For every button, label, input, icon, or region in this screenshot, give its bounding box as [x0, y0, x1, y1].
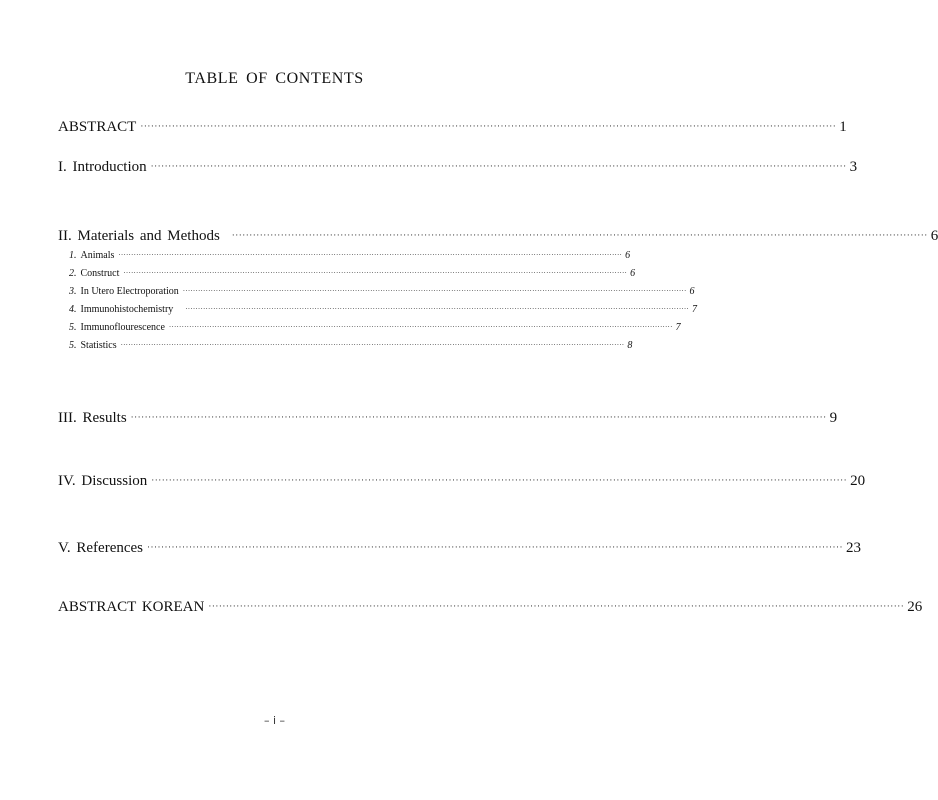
- toc-entry-label: II. Materials and Methods: [58, 228, 220, 244]
- toc-dot-leader: ·······································································································································································································: [185, 305, 689, 313]
- toc-entry-label: ABSTRACT KOREAN: [58, 599, 205, 615]
- toc-subentry-page: 6: [689, 286, 695, 297]
- toc-subentry-animals[interactable]: [69, 250, 631, 261]
- toc-entry-abstract[interactable]: [58, 119, 847, 136]
- toc-entry-label: V. References: [58, 540, 144, 556]
- toc-subentry-number: 5.: [69, 322, 77, 333]
- toc-subentry-label: Animals: [80, 250, 115, 261]
- toc-subentry-page: 6: [630, 268, 636, 279]
- toc-subentry-in-utero-electroporation[interactable]: [69, 286, 695, 297]
- toc-subentry-number: 1.: [69, 250, 77, 261]
- toc-entry-page: 9: [829, 410, 838, 426]
- toc-subentry-page: 6: [625, 250, 631, 261]
- toc-subentry-page: 7: [675, 322, 681, 333]
- toc-entry-label: ABSTRACT: [58, 119, 137, 135]
- toc-entry-page: 23: [845, 540, 861, 556]
- toc-subentry-statistics[interactable]: [69, 340, 633, 351]
- toc-entry-references[interactable]: [58, 540, 861, 557]
- toc-subentry-number: 4.: [69, 304, 77, 315]
- toc-entry-page: 6: [930, 228, 938, 244]
- toc-entry-label: I. Introduction: [58, 159, 147, 175]
- toc-entry-materials-methods[interactable]: [58, 228, 938, 245]
- page-number-footer: – i –: [263, 714, 286, 727]
- toc-subentry-label: Construct: [80, 268, 120, 279]
- toc-dot-leader: ·······································································································································································································: [140, 121, 837, 131]
- toc-entry-page: 1: [839, 119, 847, 135]
- toc-subentry-label: Immunohistochemistry: [80, 304, 174, 315]
- toc-subentry-page: 7: [691, 304, 697, 315]
- toc-entry-abstract-korean[interactable]: [58, 599, 923, 616]
- toc-entry-label: IV. Discussion: [58, 473, 148, 489]
- toc-entry-discussion[interactable]: [58, 473, 866, 490]
- page-title: TABLE OF CONTENTS: [185, 70, 364, 87]
- toc-subentry-number: 2.: [69, 268, 77, 279]
- toc-dot-leader: ·······································································································································································································: [130, 412, 827, 422]
- toc-subentry-construct[interactable]: [69, 268, 636, 279]
- toc-dot-leader: ·······································································································································································································: [123, 269, 628, 277]
- toc-entry-introduction[interactable]: [58, 159, 858, 176]
- toc-dot-leader: ·······································································································································································································: [168, 323, 673, 331]
- toc-entry-page: 20: [850, 473, 866, 489]
- toc-dot-leader: ·······································································································································································································: [150, 161, 847, 171]
- toc-subentry-label: Statistics: [80, 340, 117, 351]
- toc-subentry-label: Immunoflourescence: [80, 322, 165, 333]
- toc-dot-leader: ·······································································································································································································: [182, 287, 687, 295]
- toc-entry-label: III. Results: [58, 410, 127, 426]
- toc-entry-results[interactable]: [58, 410, 838, 427]
- toc-subentry-number: 5.: [69, 340, 77, 351]
- toc-dot-leader: ·······································································································································································································: [151, 475, 848, 485]
- toc-entry-page: 26: [907, 599, 923, 615]
- toc-subentry-label: In Utero Electroporation: [80, 286, 179, 297]
- toc-dot-leader: ·······································································································································································································: [147, 542, 843, 552]
- toc-subentry-immunohistochemistry[interactable]: [69, 304, 697, 315]
- toc-entry-page: 3: [849, 159, 858, 175]
- toc-dot-leader: ·······································································································································································································: [231, 230, 928, 240]
- toc-dot-leader: ·······································································································································································································: [118, 251, 623, 259]
- toc-subentry-number: 3.: [69, 286, 77, 297]
- toc-dot-leader: ·······································································································································································································: [120, 341, 625, 349]
- toc-subentry-immunoflourescence[interactable]: [69, 322, 681, 333]
- toc-subentry-page: 8: [627, 340, 633, 351]
- toc-dot-leader: ·······································································································································································································: [208, 601, 905, 611]
